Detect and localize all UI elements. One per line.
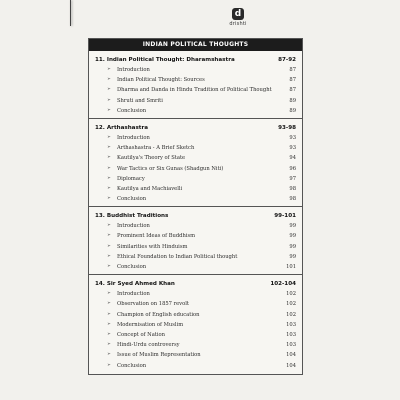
toc-entry-page: 93: [289, 145, 296, 152]
arrow-bullet-icon: ➢: [107, 362, 111, 368]
toc-entry-left: [95, 231, 195, 241]
arrow-bullet-icon: ➢: [107, 185, 111, 191]
toc-entry[interactable]: [95, 174, 296, 184]
toc-entry-left: [95, 85, 272, 95]
toc-entry-page: 99: [289, 223, 296, 230]
toc-entry-left: [95, 143, 194, 153]
arrow-bullet-icon: ➢: [107, 321, 111, 327]
toc-entry-label: Issue of Muslim Representation: [117, 352, 201, 359]
toc-entry-left: [95, 289, 150, 299]
toc-entry-page: 87: [289, 67, 296, 73]
arrow-bullet-icon: ➢: [107, 67, 111, 72]
toc-entry-label: Conclusion: [117, 196, 147, 203]
toc-entry-label: Diplomacy: [117, 175, 145, 182]
chapter-page-range: 87-92: [278, 57, 296, 63]
toc-entry-label: Conclusion: [117, 264, 147, 270]
toc-entry[interactable]: [95, 262, 296, 272]
arrow-bullet-icon: ➢: [107, 107, 111, 113]
arrow-bullet-icon: ➢: [107, 291, 111, 297]
chapter-title: 14. Sir Syed Ahmed Khan: [95, 281, 175, 288]
chapter-title: 13. Buddhist Traditions: [95, 213, 169, 220]
arrow-bullet-icon: ➢: [107, 175, 111, 181]
chapter-section: [89, 279, 302, 373]
toc-entry[interactable]: [95, 310, 296, 320]
chapter-heading[interactable]: [95, 279, 296, 289]
arrow-bullet-icon: ➢: [107, 165, 111, 171]
toc-entry-label: Arthashastra - A Brief Sketch: [117, 145, 195, 152]
chapter-heading[interactable]: [95, 55, 296, 65]
arrow-bullet-icon: ➢: [107, 342, 111, 348]
toc-entry-page: 98: [289, 196, 296, 203]
chapter-page-range: 99-101: [274, 213, 296, 220]
toc-entry-left: [95, 252, 237, 262]
toc-entry-left: [95, 242, 187, 252]
toc-entry-page: 87: [289, 87, 296, 94]
arrow-bullet-icon: ➢: [107, 301, 111, 307]
chapter-heading[interactable]: [95, 211, 296, 221]
toc-entry-label: Dharma and Danda in Hindu Tradition of Political Thought: [117, 87, 272, 94]
arrow-bullet-icon: ➢: [107, 223, 111, 229]
toc-entry[interactable]: [95, 133, 296, 143]
toc-entry-page: 93: [289, 134, 296, 141]
toc-entry[interactable]: [95, 361, 296, 371]
toc-entry-page: 99: [289, 233, 296, 240]
toc-entry[interactable]: [95, 153, 296, 163]
arrow-bullet-icon: ➢: [107, 264, 111, 269]
toc-entry-label: Ethical Foundation to Indian Political thought: [117, 253, 238, 260]
toc-entry-page: 99: [289, 253, 296, 260]
toc-entry-page: 89: [289, 107, 296, 114]
toc-entry-page: 97: [289, 175, 296, 182]
chapter-heading[interactable]: [95, 123, 296, 133]
toc-entry-left: [95, 184, 182, 194]
toc-entry[interactable]: [95, 320, 296, 330]
toc-entry-page: 102: [286, 291, 296, 298]
toc-entry-left: [95, 299, 189, 309]
toc-entry-left: [95, 96, 163, 106]
toc-entry-page: 101: [286, 264, 296, 270]
toc-entry-page: 89: [289, 97, 296, 104]
arrow-bullet-icon: ➢: [107, 253, 111, 259]
chapter-title: 12. Arthashastra: [95, 124, 148, 131]
toc-entry-label: Conclusion: [117, 362, 147, 369]
toc-entry-page: 96: [289, 165, 296, 172]
toc-entry-label: Modernisation of Muslim: [117, 321, 184, 328]
arrow-bullet-icon: ➢: [107, 155, 111, 161]
toc-entry-left: [95, 330, 165, 340]
chapter-list: [89, 55, 302, 373]
toc-entry[interactable]: [95, 194, 296, 204]
toc-entry-label: Introduction: [117, 67, 150, 73]
toc-entry-label: Concept of Nation: [117, 331, 165, 338]
toc-entry[interactable]: [95, 85, 296, 95]
chapter-section: [89, 123, 302, 207]
arrow-bullet-icon: ➢: [107, 352, 111, 358]
arrow-bullet-icon: ➢: [107, 243, 111, 249]
chapter-title: 11. Indian Political Thought: Dharamshastra: [95, 57, 235, 63]
arrow-bullet-icon: ➢: [107, 196, 111, 202]
toc-entry[interactable]: [95, 231, 296, 241]
arrow-bullet-icon: ➢: [107, 134, 111, 140]
table-of-contents: [88, 38, 303, 375]
logo-mark: d: [232, 8, 244, 20]
toc-entry-left: [95, 262, 146, 272]
toc-entry-left: [95, 106, 146, 116]
toc-entry[interactable]: [95, 143, 296, 153]
toc-entry-label: Introduction: [117, 291, 150, 298]
arrow-bullet-icon: ➢: [107, 233, 111, 239]
toc-entry-label: Observation on 1857 revolt: [117, 301, 189, 308]
toc-entry-label: Kautilya's Theory of State: [117, 155, 186, 162]
toc-entry-left: [95, 194, 146, 204]
arrow-bullet-icon: ➢: [107, 97, 111, 103]
toc-entry-label: Introduction: [117, 134, 150, 141]
toc-entry[interactable]: [95, 96, 296, 106]
toc-entry-left: [95, 361, 146, 371]
toc-entry-page: 87: [289, 77, 296, 84]
chapter-page-range: 93-98: [278, 124, 296, 131]
drishti-logo: [226, 8, 250, 27]
toc-entry[interactable]: [95, 106, 296, 116]
toc-entry[interactable]: [95, 330, 296, 340]
toc-entry-page: 102: [286, 301, 296, 308]
toc-entry-page: 98: [289, 185, 296, 192]
arrow-bullet-icon: ➢: [107, 331, 111, 337]
toc-entry-page: 102: [286, 311, 296, 318]
toc-entry-page: 103: [286, 342, 296, 349]
toc-entry[interactable]: [95, 242, 296, 252]
toc-entry-page: 104: [286, 362, 296, 369]
toc-entry-label: Conclusion: [117, 107, 147, 114]
toc-entry[interactable]: [95, 75, 296, 85]
toc-entry[interactable]: [95, 340, 296, 350]
arrow-bullet-icon: ➢: [107, 311, 111, 317]
toc-entry-left: [95, 174, 145, 184]
chapter-section: [89, 211, 302, 275]
toc-entry[interactable]: [95, 252, 296, 262]
chapter-section: [89, 55, 302, 119]
toc-entry-label: Indian Political Thought: Sources: [117, 77, 205, 84]
toc-entry-left: [95, 350, 201, 360]
arrow-bullet-icon: ➢: [107, 145, 111, 151]
toc-entry-page: 104: [286, 352, 296, 359]
toc-entry-page: 103: [286, 321, 296, 328]
toc-entry[interactable]: [95, 221, 296, 231]
toc-entry-label: War Tactics or Six Gunas (Shadgun Niti): [117, 165, 224, 172]
toc-entry-label: Champion of English education: [117, 311, 200, 318]
toc-entry-label: Shruti and Smriti: [117, 97, 163, 104]
toc-entry-page: 94: [289, 155, 296, 162]
toc-entry-left: [95, 340, 180, 350]
chapter-page-range: 102-104: [270, 281, 296, 288]
toc-entry[interactable]: [95, 184, 296, 194]
toc-entry[interactable]: [95, 350, 296, 360]
toc-entry-left: [95, 75, 205, 85]
toc-entry[interactable]: [95, 299, 296, 309]
toc-entry-left: [95, 164, 223, 174]
toc-entry-page: 99: [289, 243, 296, 250]
arrow-bullet-icon: ➢: [107, 87, 111, 93]
section-banner: INDIAN POLITICAL THOUGHTS: [89, 39, 302, 51]
toc-entry-label: Similarities with Hinduism: [117, 243, 188, 250]
logo-text: drishti: [229, 21, 247, 27]
toc-entry-left: [95, 133, 150, 143]
page-edge: [70, 0, 71, 26]
toc-entry-left: [95, 153, 185, 163]
toc-entry-label: Prominent Ideas of Buddhism: [117, 233, 196, 240]
arrow-bullet-icon: ➢: [107, 77, 111, 83]
toc-entry-page: 103: [286, 331, 296, 338]
toc-entry[interactable]: [95, 289, 296, 299]
toc-entry-label: Kautilya and Machiavelli: [117, 185, 183, 192]
toc-entry-label: Introduction: [117, 223, 150, 230]
toc-entry-left: [95, 320, 183, 330]
toc-entry-left: [95, 221, 150, 231]
toc-entry-left: [95, 310, 199, 320]
toc-entry-label: Hindi-Urdu controversy: [117, 342, 180, 349]
toc-entry[interactable]: [95, 164, 296, 174]
toc-entry[interactable]: [95, 65, 296, 75]
toc-entry-left: [95, 65, 150, 75]
